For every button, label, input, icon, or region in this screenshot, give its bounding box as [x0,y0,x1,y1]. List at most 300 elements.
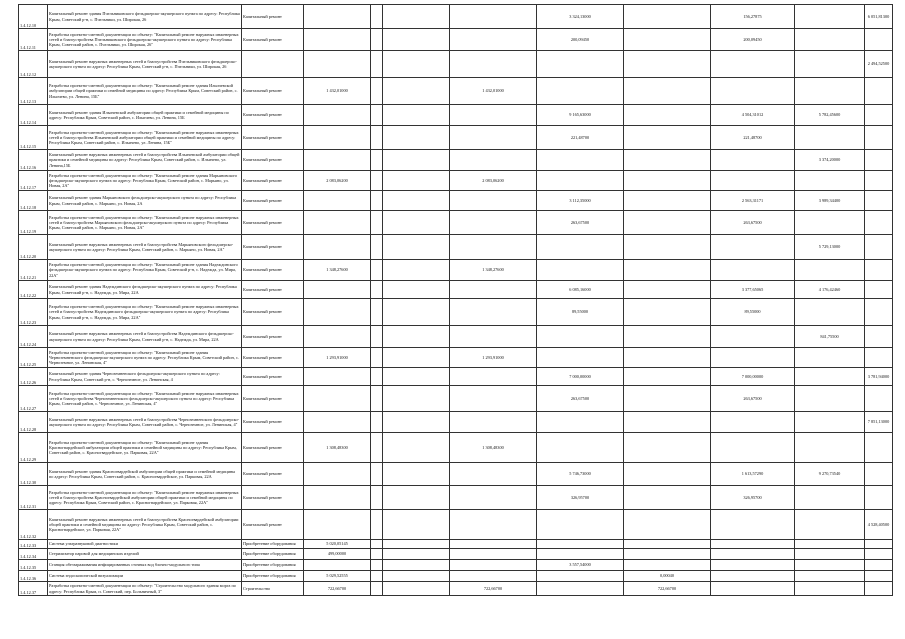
amount-cell [537,326,624,348]
amount-cell [537,51,624,78]
table-row [19,78,893,105]
amount-cell [795,540,865,549]
row-description-cell: Капитальный ремонт наружных инженерных сетей и благоустройства Марьяновского фельдшерско-акушерского пункта по адресу: Республика Крым, Советский район, с. Марьяно, ул. Новая, 2А" [48,235,242,260]
amount-cell [383,281,450,299]
row-code-cell: 1.4.12.34 [19,549,48,560]
amount-cell [304,191,371,211]
amount-cell: 2 563,31171 [711,191,795,211]
amount-cell [450,191,537,211]
budget-table [18,4,893,596]
table-row [19,260,893,281]
amount-cell [624,191,711,211]
amount-cell [795,433,865,463]
amount-cell: 9 270,73540 [795,463,865,486]
amount-cell [383,78,450,105]
amount-cell: 1 293,91000 [304,348,371,368]
amount-cell [795,171,865,191]
spacer-cell [371,78,383,105]
amount-cell [865,582,893,596]
table-row [19,150,893,171]
spacer-cell [371,549,383,560]
row-work-type-cell: Капитальный ремонт [242,211,304,235]
row-code-cell: 1.4.12.19 [19,211,48,235]
row-work-type-cell: Капитальный ремонт [242,299,304,326]
amount-cell [711,260,795,281]
spacer-cell [371,5,383,29]
row-code-cell: 1.4.12.10 [19,5,48,29]
row-code-cell: 1.4.12.15 [19,126,48,150]
amount-cell [795,348,865,368]
amount-cell [383,326,450,348]
amount-cell [624,463,711,486]
row-description-cell: Капитальный ремонт здания Черноземненского фельдшерско-акушерского пункта по адресу: Республика Крым, Советский р-н, с. Черноземное, ул. Ленинская, 4 [48,368,242,386]
amount-cell [450,540,537,549]
amount-cell [537,78,624,105]
spacer-cell [371,235,383,260]
amount-cell [450,368,537,386]
amount-cell [865,78,893,105]
amount-cell [450,299,537,326]
amount-cell [450,463,537,486]
amount-cell: 5 020,05145 [304,540,371,549]
amount-cell [383,260,450,281]
amount-cell [304,299,371,326]
amount-cell [450,150,537,171]
amount-cell [795,486,865,510]
amount-cell [865,126,893,150]
amount-cell [537,171,624,191]
amount-cell [450,326,537,348]
row-code-cell: 1.4.12.24 [19,326,48,348]
spacer-cell [371,386,383,412]
table-row [19,540,893,549]
amount-cell [383,549,450,560]
amount-cell [624,348,711,368]
amount-cell [450,386,537,412]
row-code-cell: 1.4.12.25 [19,348,48,368]
row-description-cell: Капитальный ремонт здания Марьяновского фельдшерско-акушерского пункта по адресу: Республика Крым, Советский район, с. Марьяно, ул. Новая, 2А [48,191,242,211]
table-row [19,412,893,433]
table-row [19,211,893,235]
row-description-cell: Разработка проектно-сметной документации по объекту: "Капитальный ремонт наружных инженерных сетей и благоустройства Красногвардейской амбулатории общей практики и семейной медицины по адресу: Республика Крым, Советский район, с. Красногвардейское, ул. Парковая, 22А" [48,486,242,510]
amount-cell [383,235,450,260]
amount-cell [304,368,371,386]
amount-cell [711,78,795,105]
amount-cell: 4 504,31012 [711,105,795,126]
amount-cell [624,486,711,510]
row-work-type-cell: Приобретение оборудования [242,549,304,560]
row-work-type-cell: Капитальный ремонт [242,260,304,281]
table-row [19,348,893,368]
amount-cell: 200,09450 [711,29,795,51]
table-row [19,549,893,560]
amount-cell: 5 029,52555 [304,571,371,582]
amount-cell [537,510,624,540]
row-description-cell: Разработка проектно-сметной документации по объекту: "Капитальный ремонт здания Красногвардейской амбулатории общей практики и семейной медицины по адресу: Республика Крым, Советский район, с. Красногвардейское, ул. Парковая, 22А" [48,433,242,463]
row-description-cell: Разработка проектно-сметной документации по объекту: "Капитальный ремонт здания Ильичевской амбулатории общей практики и семейной медицины по адресу: Республика Крым, Советский район, с. Ильичево, ул. Ленина, 15Б" [48,78,242,105]
amount-cell [795,368,865,386]
table-row [19,105,893,126]
row-code-cell: 1.4.12.23 [19,299,48,326]
amount-cell [711,560,795,571]
amount-cell [865,105,893,126]
amount-cell [865,571,893,582]
amount-cell [383,368,450,386]
row-description-cell: Разработка проектно-сметной документации по объекту: "Капитальный ремонт здания Марьяновского фельдшерско-акушерского пункта по адресу: Республика Крым, Советский район, с. Марьяно, ул. Новая, 2А" [48,171,242,191]
spacer-cell [371,260,383,281]
amount-cell [304,463,371,486]
row-description-cell: Разработка проектно-сметной документации по объекту: "Капитальный ремонт наружных инженерных сетей и благоустройства Надеждинского фельдшерско-акушерского пункта по адресу: Республика Крым, Советский р-н, с. Надежда, ул. Мира, 22А" [48,299,242,326]
amount-cell [795,386,865,412]
row-description-cell: Разработка проектно-сметной документации по объекту: "Капитальный ремонт наружных инженерных сетей и благоустройства Ильичевской амбулатории общей практики и семейной медицины по адресу: Республика Крым, Советский район, с. Ильичево, ул. Ленина, 15Б" [48,126,242,150]
amount-cell [711,235,795,260]
amount-cell: 5 782,45600 [795,105,865,126]
row-code-cell: 1.4.12.27 [19,386,48,412]
spacer-cell [371,191,383,211]
table-row [19,560,893,571]
spacer-cell [371,486,383,510]
amount-cell [383,463,450,486]
amount-cell: 1 432,01000 [450,78,537,105]
amount-cell [711,348,795,368]
amount-cell: 2 494,52500 [865,51,893,78]
amount-cell [624,51,711,78]
amount-cell [537,150,624,171]
amount-cell [865,211,893,235]
row-work-type-cell: Капитальный ремонт [242,126,304,150]
amount-cell [795,299,865,326]
row-work-type-cell: Капитальный ремонт [242,326,304,348]
row-description-cell: Система ультразвуковой диагностики [48,540,242,549]
amount-cell [537,571,624,582]
row-description-cell: Разработка проектно-сметной документации по объекту: "Капитальный ремонт здания Черноземненского фельдшерско-акушерского пункта по адресу: Республика Крым, Советский район, с. Черноземное, ул. Ленинская, 4" [48,348,242,368]
amount-cell [711,433,795,463]
table-row [19,51,893,78]
row-code-cell: 1.4.12.16 [19,150,48,171]
row-code-cell: 1.4.12.22 [19,281,48,299]
amount-cell [711,571,795,582]
amount-cell: 3 374,20000 [795,150,865,171]
amount-cell: 221,48700 [711,126,795,150]
amount-cell [450,281,537,299]
amount-cell: 0,00040 [624,571,711,582]
amount-cell: 1 293,91000 [450,348,537,368]
amount-cell [450,211,537,235]
amount-cell: 7 851,13000 [865,412,893,433]
row-work-type-cell: Капитальный ремонт [242,348,304,368]
row-work-type-cell: Строительство [242,582,304,596]
amount-cell [304,560,371,571]
amount-cell: 499,00000 [304,549,371,560]
amount-cell [383,191,450,211]
amount-cell: 1 308,48300 [450,433,537,463]
amount-cell [624,549,711,560]
amount-cell [383,211,450,235]
spacer-cell [371,582,383,596]
row-code-cell: 1.4.12.17 [19,171,48,191]
amount-cell [865,299,893,326]
amount-cell [304,281,371,299]
row-work-type-cell: Капитальный ремонт [242,368,304,386]
amount-cell [304,326,371,348]
row-work-type-cell: Капитальный ремонт [242,281,304,299]
amount-cell [624,510,711,540]
amount-cell: 722,66700 [624,582,711,596]
amount-cell [383,126,450,150]
amount-cell: 200,09450 [537,29,624,51]
row-work-type-cell: Капитальный ремонт [242,5,304,29]
amount-cell [450,560,537,571]
amount-cell [450,51,537,78]
amount-cell: 3 324,13000 [537,5,624,29]
row-code-cell: 1.4.12.26 [19,368,48,386]
amount-cell [865,235,893,260]
row-code-cell: 1.4.12.33 [19,540,48,549]
amount-cell [865,486,893,510]
row-work-type-cell: Капитальный ремонт [242,486,304,510]
row-work-type-cell: Капитальный ремонт [242,412,304,433]
amount-cell [537,260,624,281]
amount-cell: 3 377,65065 [711,281,795,299]
amount-cell [537,348,624,368]
amount-cell [865,549,893,560]
amount-cell [624,560,711,571]
row-work-type-cell: Капитальный ремонт [242,150,304,171]
amount-cell [865,29,893,51]
amount-cell [383,571,450,582]
amount-cell [865,260,893,281]
amount-cell [624,105,711,126]
amount-cell [624,260,711,281]
amount-cell [624,326,711,348]
amount-cell [383,150,450,171]
table-row [19,510,893,540]
amount-cell [865,191,893,211]
row-description-cell: Капитальный ремонт наружных инженерных сетей и благоустройства Красногвардейской амбулатории общей практики и семейной медицины по адресу: Республика Крым, Советский район, с. Красногвардейское, ул. Парковая, 22А" [48,510,242,540]
row-description-cell: Капитальный ремонт наружных инженерных сетей и благоустройства Ильичевской амбулатории общей практики и семейной медицины по адресу: Республика Крым, Советский район, с. Ильичево, ул. Ленина,15Б [48,150,242,171]
amount-cell: 2 083,06200 [304,171,371,191]
amount-cell [865,348,893,368]
amount-cell: 1 348,27600 [304,260,371,281]
table-row [19,326,893,348]
table-row [19,191,893,211]
amount-cell [304,105,371,126]
amount-cell [304,211,371,235]
row-work-type-cell: Капитальный ремонт [242,463,304,486]
document-sheet [18,4,892,596]
row-description-cell: Система эндоскопической визуализации [48,571,242,582]
row-description-cell: Стерилизатор паровой для медицинских изделий [48,549,242,560]
amount-cell [711,510,795,540]
row-code-cell: 1.4.12.20 [19,235,48,260]
amount-cell [537,412,624,433]
amount-cell [795,549,865,560]
amount-cell [383,540,450,549]
amount-cell: 263,67500 [711,211,795,235]
amount-cell [450,549,537,560]
table-row [19,463,893,486]
amount-cell [383,412,450,433]
row-code-cell: 1.4.12.11 [19,29,48,51]
row-description-cell: Разработка проектно-сметной документации по объекту: "Строительство модульного здания морга по адресу: Республика Крым, п. Советский, пер. Больничный, 3" [48,582,242,596]
row-description-cell: Станция обеззараживания инфицированных сточных вод блочно-модульного типа [48,560,242,571]
amount-cell [537,433,624,463]
row-description-cell: Капитальный ремонт здания Красногвардейской амбулатории общей практики и семейной медицины по адресу: Республика Крым, Советский район, с. Красногвардейское, ул. Парковая, 22А [48,463,242,486]
amount-cell: 722,66700 [304,582,371,596]
amount-cell: 5 746,73000 [537,463,624,486]
amount-cell [624,171,711,191]
row-code-cell: 1.4.12.14 [19,105,48,126]
amount-cell [537,549,624,560]
amount-cell [304,126,371,150]
amount-cell [795,260,865,281]
amount-cell [865,281,893,299]
row-code-cell: 1.4.12.29 [19,433,48,463]
amount-cell [624,386,711,412]
row-work-type-cell: Приобретение оборудования [242,560,304,571]
amount-cell [865,150,893,171]
amount-cell [383,51,450,78]
row-description-cell: Капитальный ремонт здания Ильичевской амбулатории общей практики и семейной медицины по адресу: Республика Крым, Советский район, с. Ильичево, ул. Ленина, 15Б [48,105,242,126]
spacer-cell [371,433,383,463]
amount-cell [795,560,865,571]
row-code-cell: 1.4.12.31 [19,486,48,510]
amount-cell: 1 432,01000 [304,78,371,105]
spacer-cell [371,540,383,549]
amount-cell [624,126,711,150]
amount-cell [304,412,371,433]
row-work-type-cell: Капитальный ремонт [242,105,304,126]
row-code-cell: 1.4.12.18 [19,191,48,211]
spacer-cell [371,326,383,348]
amount-cell [304,510,371,540]
amount-cell [383,510,450,540]
amount-cell [537,235,624,260]
amount-cell [865,560,893,571]
table-row [19,368,893,386]
amount-cell [383,433,450,463]
row-code-cell: 1.4.12.32 [19,510,48,540]
spacer-cell [371,281,383,299]
amount-cell [304,486,371,510]
row-work-type-cell: Приобретение оборудования [242,540,304,549]
amount-cell [450,105,537,126]
table-row [19,281,893,299]
amount-cell [537,582,624,596]
amount-cell [711,51,795,78]
amount-cell [865,540,893,549]
amount-cell [865,463,893,486]
amount-cell [450,510,537,540]
amount-cell: 7 000,00000 [537,368,624,386]
amount-cell: 263,67500 [537,386,624,412]
amount-cell [865,326,893,348]
spacer-cell [371,105,383,126]
row-description-cell: Капитальный ремонт наружных инженерных сетей и благоустройства Черноземненского фельдшерско-акушерского пункта по адресу: Республика Крым, Советский район, с. Черноземное, ул. Ленинская, 4" [48,412,242,433]
table-row [19,235,893,260]
amount-cell [304,386,371,412]
amount-cell [383,171,450,191]
amount-cell: 3 989,34400 [795,191,865,211]
row-work-type-cell: Приобретение оборудования [242,571,304,582]
spacer-cell [371,560,383,571]
amount-cell [865,171,893,191]
table-row [19,299,893,326]
amount-cell [795,211,865,235]
spacer-cell [371,171,383,191]
row-code-cell: 1.4.12.21 [19,260,48,281]
amount-cell: 326,95700 [711,486,795,510]
spacer-cell [371,299,383,326]
amount-cell [795,78,865,105]
amount-cell [624,299,711,326]
amount-cell [711,549,795,560]
row-work-type-cell: Капитальный ремонт [242,78,304,105]
amount-cell [450,5,537,29]
amount-cell: 1 308,48300 [304,433,371,463]
amount-cell [304,150,371,171]
row-code-cell: 1.4.12.30 [19,463,48,486]
row-work-type-cell: Капитальный ремонт [242,235,304,260]
row-code-cell: 1.4.12.12 [19,51,48,78]
spacer-cell [371,348,383,368]
amount-cell: 3 557,54000 [537,560,624,571]
amount-cell: 1 613,57290 [711,463,795,486]
table-row [19,571,893,582]
amount-cell [450,29,537,51]
amount-cell: 89,55000 [537,299,624,326]
amount-cell [865,433,893,463]
row-description-cell: Капитальный ремонт наружных инженерных сетей и благоустройства Надеждинского фельдшерско-акушерского пункта по адресу: Республика Крым, Советский р-н, с. Надежда, ул. Мира, 22А [48,326,242,348]
spacer-cell [371,29,383,51]
amount-cell [304,235,371,260]
amount-cell [450,571,537,582]
amount-cell [624,150,711,171]
row-code-cell: 1.4.12.36 [19,571,48,582]
amount-cell [624,368,711,386]
amount-cell [624,235,711,260]
row-description-cell: Разработка проектно-сметной документации по объекту: "Капитальный ремонт наружных инженерных сетей и благоустройства Пчельниковского фельдшерско-акушерского пункта по адресу: Республика Крым, Советский район, с. Пчельники, ул. Широкая, 26" [48,29,242,51]
amount-cell [304,29,371,51]
row-work-type-cell: Капитальный ремонт [242,386,304,412]
amount-cell [383,560,450,571]
amount-cell [711,412,795,433]
amount-cell [624,211,711,235]
amount-cell: 6 085,16000 [537,281,624,299]
amount-cell [624,433,711,463]
amount-cell [624,412,711,433]
amount-cell: 3 781,94000 [865,368,893,386]
amount-cell [795,412,865,433]
amount-cell [383,29,450,51]
row-description-cell: Разработка проектно-сметной документации по объекту: "Капитальный ремонт наружных инженерных сетей и благоустройства Черноземненского фельдшерско-акушерского пункта по адресу: Республика Крым, Советский район, с. Черноземное, ул. Ленинская, 4" [48,386,242,412]
spacer-cell [371,463,383,486]
table-row [19,386,893,412]
amount-cell: 6 051,81300 [865,5,893,29]
amount-cell [383,386,450,412]
amount-cell [624,5,711,29]
row-code-cell: 1.4.12.35 [19,560,48,571]
amount-cell [383,299,450,326]
spacer-cell [371,51,383,78]
amount-cell: 4 176,42460 [795,281,865,299]
amount-cell [450,412,537,433]
spacer-cell [371,126,383,150]
row-code-cell: 1.4.12.28 [19,412,48,433]
amount-cell: 326,95700 [537,486,624,510]
amount-cell [795,5,865,29]
amount-cell: 7 000,00000 [711,368,795,386]
